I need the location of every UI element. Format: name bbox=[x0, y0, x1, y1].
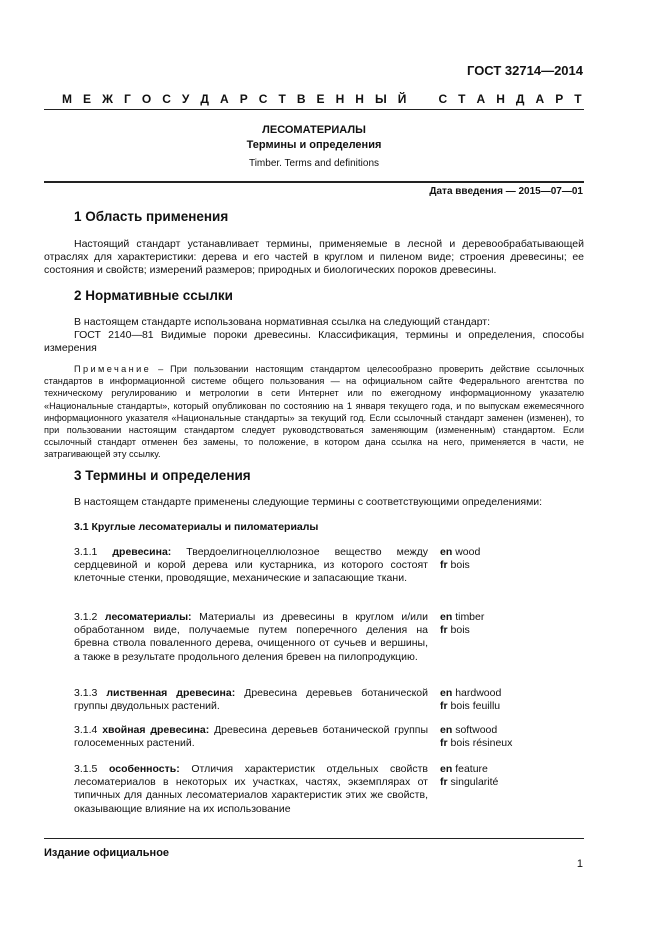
term-definition: Древесина деревьев ботанической группы двудольных растений. bbox=[74, 687, 428, 713]
note-text: – При пользовании настоящим стандартом целесообразно проверить действие ссылочных стандартов в информационной системе общего пользования — на официальном сайте Федерального агентства по техническому регулированию и метрологии в сети Интернет или по ежегодному информационному указателю «Национальные стандарты», который опубликован по состоянию на 1 января текущего года, и по выпускам ежемесячного информационного указателя «Национальные стандарты» за текущий год. Если ссылочный стандарт заменен (изменен), то при пользовании настоящим стандартом следует руководствоваться заменяющим (измененным) стандартом. Если ссылочный стандарт отменен без замены, то положение, в котором дана ссылка на него, применяется в части, не затрагивающей эту ссылку. bbox=[44, 364, 584, 460]
banner-letter: Д bbox=[515, 92, 525, 106]
lang-code-fr: fr bbox=[440, 776, 448, 789]
french-equivalent: bois bbox=[450, 559, 470, 572]
edition-label: Издание официальное bbox=[44, 847, 170, 859]
banner-letter: О bbox=[141, 92, 152, 106]
term-equivalents bbox=[440, 687, 501, 713]
term-name: особенность: bbox=[108, 763, 180, 775]
english-equivalent: softwood bbox=[455, 724, 498, 736]
section-2-heading: 2 Нормативные ссылки bbox=[74, 288, 233, 303]
lang-code-en: en bbox=[440, 687, 453, 699]
note-label: Примечание bbox=[74, 364, 152, 374]
term-equivalents bbox=[440, 611, 484, 637]
french-equivalent: bois résineux bbox=[450, 737, 513, 750]
lang-code-en: en bbox=[440, 724, 453, 736]
term-entry bbox=[74, 724, 428, 750]
introduction-date: Дата введения — 2015—07—01 bbox=[429, 186, 583, 197]
french-equivalent: bois feuillu bbox=[450, 700, 501, 713]
term-name: лиственная древесина: bbox=[106, 687, 236, 699]
term-entry bbox=[74, 611, 428, 664]
term-name: хвойная древесина: bbox=[102, 724, 210, 736]
header-rule bbox=[44, 109, 584, 110]
banner-letter: А bbox=[219, 92, 229, 106]
banner-letter: У bbox=[181, 92, 190, 106]
page-number: 1 bbox=[576, 858, 583, 870]
french-equivalent: bois bbox=[450, 624, 470, 637]
lang-code-en: en bbox=[440, 546, 453, 558]
standard-banner bbox=[62, 92, 582, 106]
document-subtitle: Термины и определения bbox=[246, 139, 382, 151]
term-number: 3.1.5 bbox=[74, 763, 98, 775]
banner-letter: Г bbox=[123, 92, 131, 106]
section-1-heading: 1 Область применения bbox=[74, 209, 229, 224]
banner-letter: Й bbox=[397, 92, 407, 106]
term-equivalents bbox=[440, 724, 512, 750]
lang-code-fr: fr bbox=[440, 737, 448, 750]
banner-letter bbox=[417, 92, 427, 106]
banner-letter: С bbox=[162, 92, 171, 106]
lang-code-en: en bbox=[440, 611, 453, 623]
banner-letter: Д bbox=[200, 92, 209, 106]
note-paragraph bbox=[44, 363, 584, 461]
term-entry bbox=[74, 687, 428, 713]
title-rule bbox=[44, 181, 584, 183]
section-3-text: В настоящем стандарте применены следующие термины с соответствующими определениями: bbox=[74, 496, 543, 508]
english-equivalent: hardwood bbox=[455, 687, 502, 699]
banner-letter: Ы bbox=[374, 92, 387, 106]
lang-code-fr: fr bbox=[440, 624, 448, 637]
banner-letter: А bbox=[476, 92, 486, 106]
term-definition: Материалы из древесины в круглом и/или обработанном виде, получаемые путем поперечного деления на бревна ствола поваленного дерева, очищенного от сучьев и вершины, а также в результате продольного деления бревен на пилопродукцию. bbox=[74, 611, 428, 663]
english-equivalent: timber bbox=[455, 611, 485, 623]
lang-code-fr: fr bbox=[440, 700, 448, 713]
banner-letter: Е bbox=[316, 92, 325, 106]
section-2-text-1: В настоящем стандарте использована нормативная ссылка на следующий стандарт: bbox=[74, 316, 491, 328]
banner-letter: Р bbox=[239, 92, 248, 106]
english-title: Timber. Terms and definitions bbox=[248, 158, 380, 169]
term-equivalents bbox=[440, 763, 498, 789]
banner-letter: Е bbox=[83, 92, 92, 106]
english-equivalent: wood bbox=[455, 546, 481, 558]
term-number: 3.1.1 bbox=[74, 546, 98, 558]
term-definition: Древесина деревьев ботанической группы голосеменных растений. bbox=[74, 724, 428, 750]
term-number: 3.1.4 bbox=[74, 724, 98, 736]
term-equivalents bbox=[440, 546, 480, 572]
banner-letter: Р bbox=[555, 92, 564, 106]
footer-rule bbox=[44, 838, 584, 839]
term-name: древесина: bbox=[112, 546, 172, 558]
document-title: ЛЕСОМАТЕРИАЛЫ bbox=[262, 124, 366, 136]
banner-letter: Ж bbox=[102, 92, 113, 106]
section-1-text: Настоящий стандарт устанавливает термины, применяемые в лесной и деревообрабатывающей отраслях для характеристики: дерева и его частей в круглом и пиленом виде; строения древесины; ее состояния и свойств; измерений размеров; природных и биологических пороков древесины. bbox=[44, 238, 584, 277]
banner-letter: С bbox=[258, 92, 268, 106]
french-equivalent: singularité bbox=[450, 776, 499, 789]
banner-letter: Н bbox=[335, 92, 345, 106]
section-3-heading: 3 Термины и определения bbox=[74, 468, 251, 483]
subsection-3-1-heading: 3.1 Круглые лесоматериалы и пиломатериалы bbox=[74, 521, 319, 533]
term-definition: Твердоелигноцеллюлозное вещество между сердцевиной и корой дерева или кустарника, из которого состоят клеточные стенки, проводящие, механические и запасающие ткани. bbox=[74, 546, 428, 585]
lang-code-en: en bbox=[440, 763, 453, 775]
banner-letter: М bbox=[62, 92, 72, 106]
lang-code-fr: fr bbox=[440, 559, 448, 572]
banner-letter: С bbox=[438, 92, 448, 106]
document-number: ГОСТ 32714—2014 bbox=[467, 63, 583, 78]
term-entry bbox=[74, 546, 428, 586]
term-definition: Отличия характеристик отдельных свойств лесоматериалов в некоторых их участках, частях, экземплярах от типичных для данных лесоматериалов характеристик этих же свойств, оказывающие влияние на их использование bbox=[74, 763, 428, 815]
term-name: лесоматериалы: bbox=[104, 611, 192, 623]
banner-letter: Т bbox=[458, 92, 466, 106]
english-equivalent: feature bbox=[455, 763, 488, 775]
banner-letter: Т bbox=[574, 92, 582, 106]
banner-letter: В bbox=[296, 92, 306, 106]
section-2-text-2: ГОСТ 2140—81 Видимые пороки древесины. Классификация, термины и определения, способы измерения bbox=[44, 329, 584, 355]
banner-letter: Т bbox=[278, 92, 286, 106]
term-entry bbox=[74, 763, 428, 816]
banner-letter: Н bbox=[496, 92, 505, 106]
banner-letter: А bbox=[535, 92, 545, 106]
term-number: 3.1.2 bbox=[74, 611, 98, 623]
banner-letter: Н bbox=[355, 92, 364, 106]
term-number: 3.1.3 bbox=[74, 687, 98, 699]
